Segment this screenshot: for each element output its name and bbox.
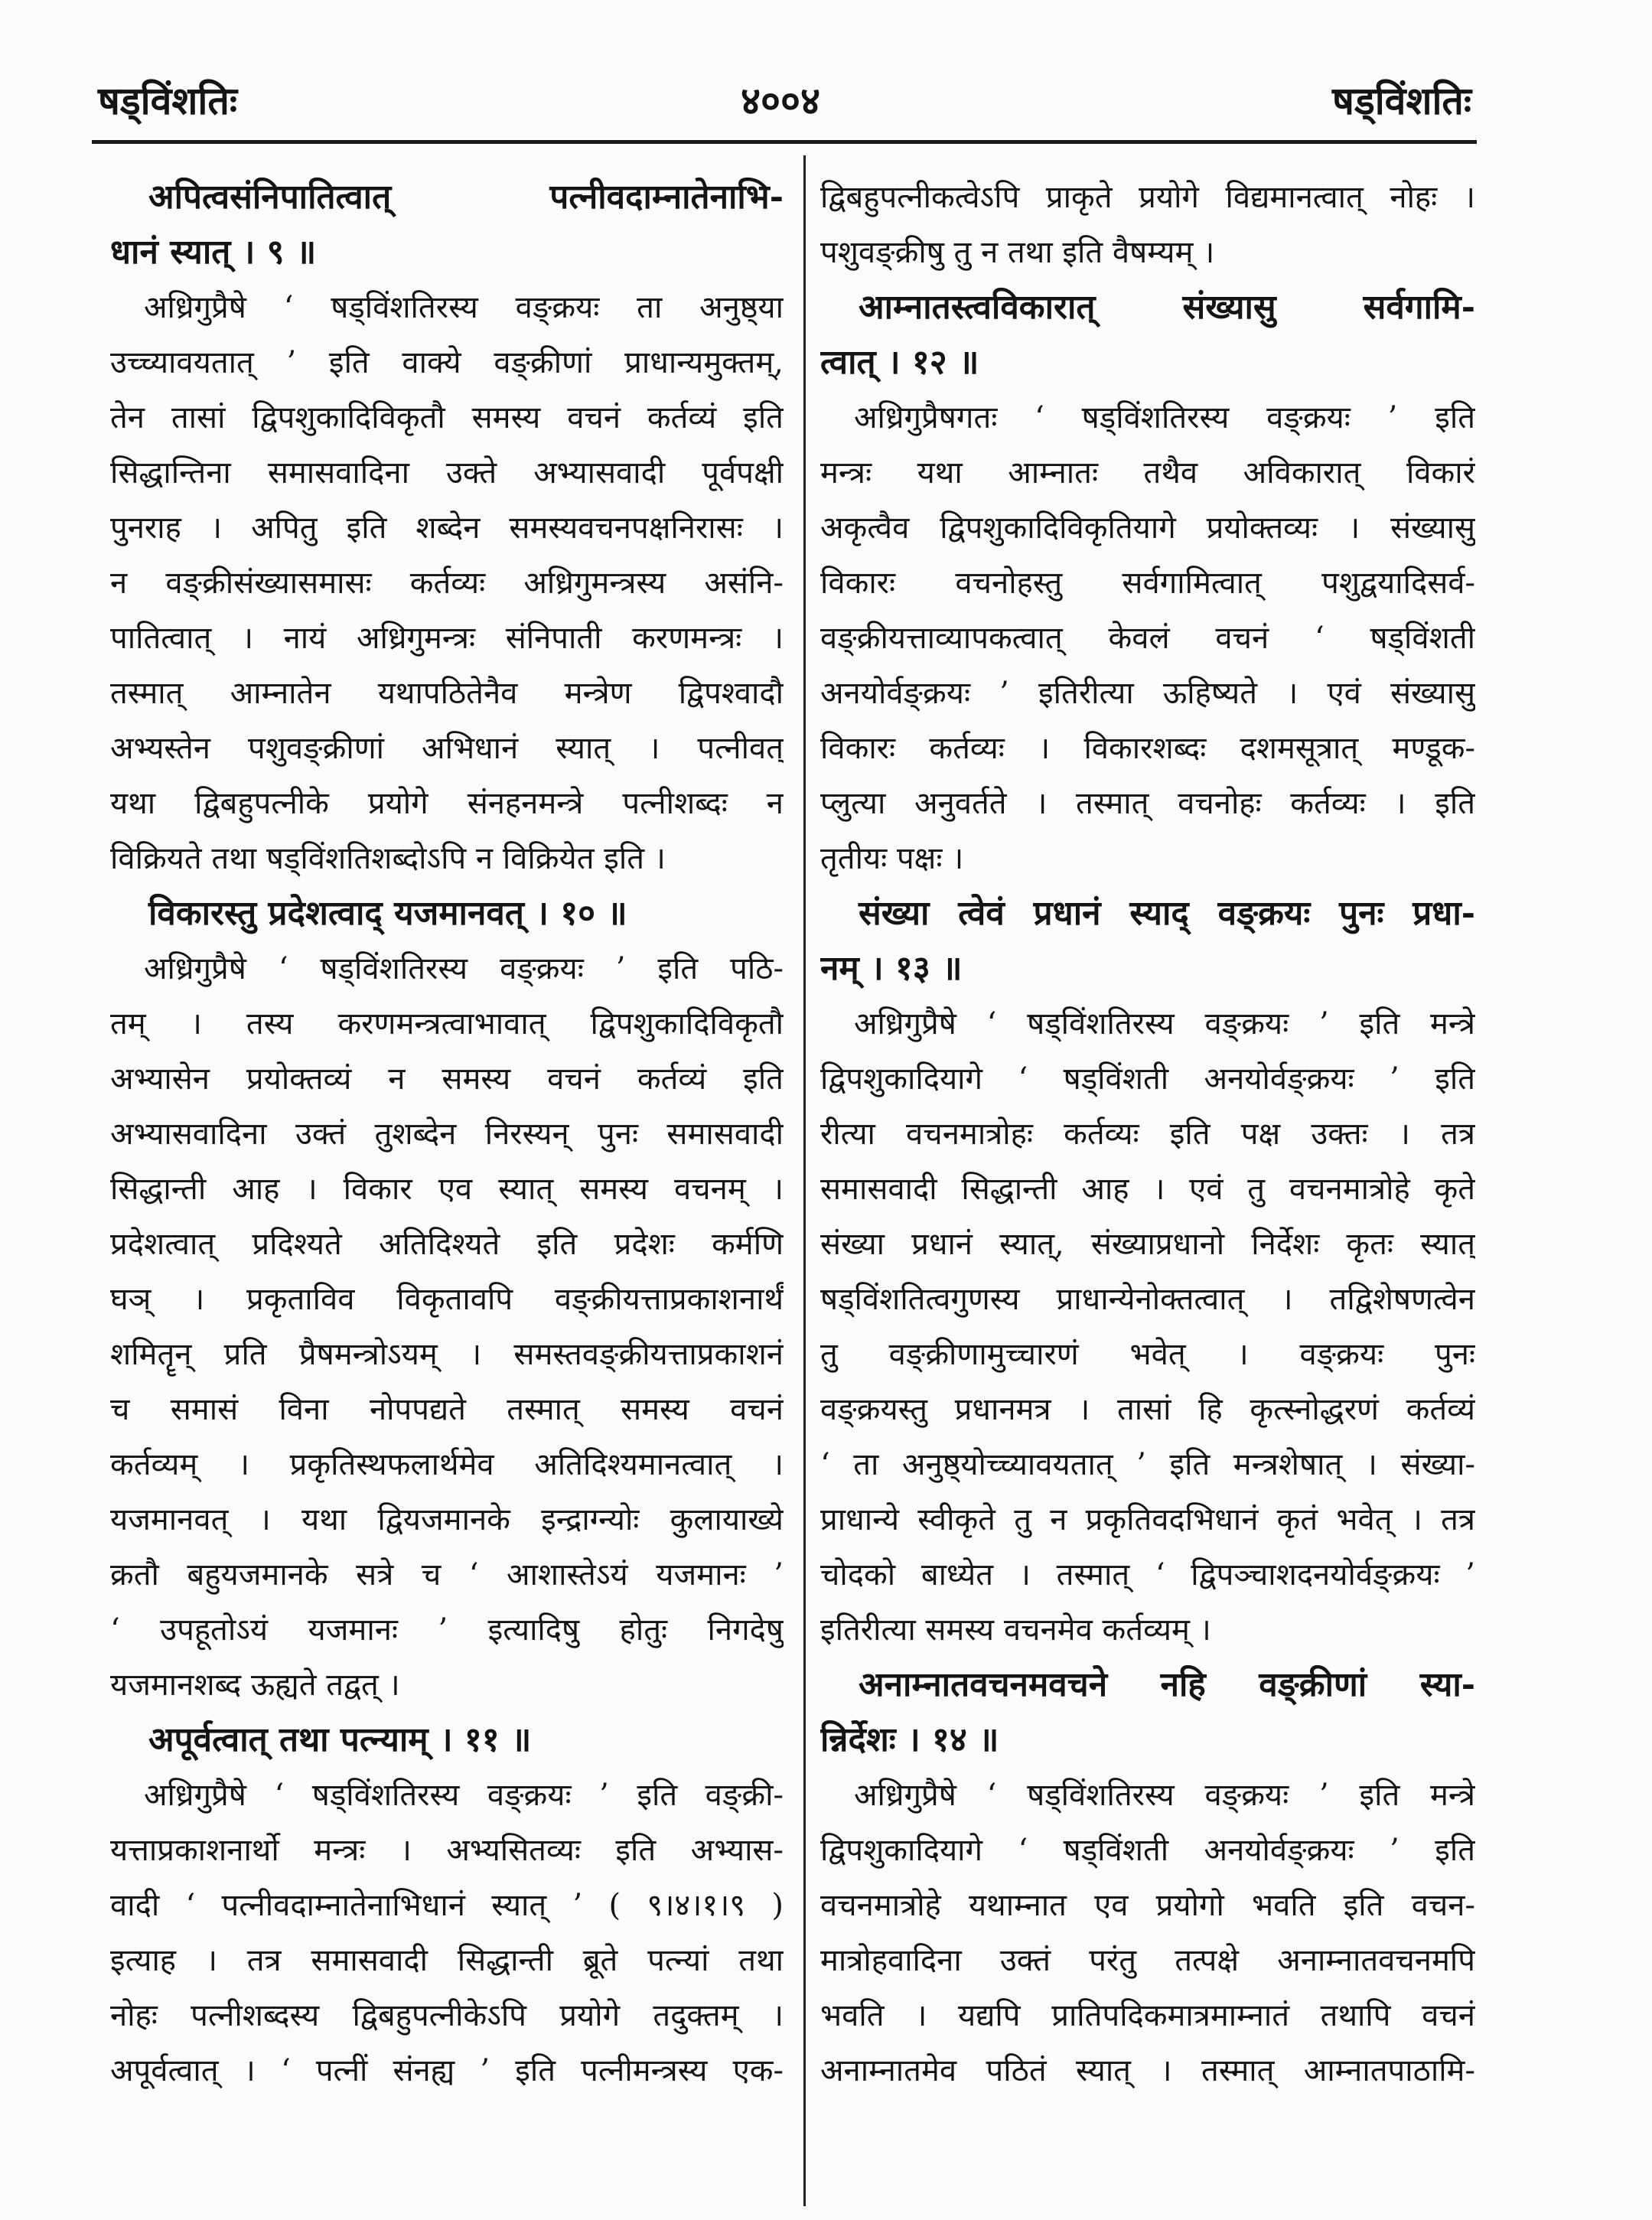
commentary-line: यजमानशब्द ऊह्यते तद्वत् । (110, 1667, 400, 1703)
commentary-line: अभ्यस्तेन पशुवङ्क्रीणां अभिधानं स्यात् । पत्नीवत् (110, 731, 784, 766)
sutra (820, 886, 1475, 996)
commentary-line: पशुवङ्क्रीषु तु न तथा इति वैषम्यम् । (820, 235, 1215, 270)
commentary-line: तम् । तस्य करणमन्त्रत्वाभावात् द्विपशुकादिविकृतौ (110, 1006, 784, 1042)
commentary-line: रीत्या वचनमात्रोहः कर्तव्यः इति पक्ष उक्तः । तत्र (820, 1117, 1475, 1152)
commentary (820, 1768, 1475, 2098)
commentary-line: द्विपशुकादियागे ‘ षड्विंशती अनयोर्वङ्क्रयः ’ इति (820, 1833, 1475, 1868)
running-head-right: षड्विंशतिः (1332, 78, 1471, 123)
commentary-line: यजमानवत् । यथा द्वियजमानके इन्द्राग्न्योः कुलायाख्ये (110, 1502, 784, 1537)
commentary-line: च समासं विना नोपपद्यते तस्मात् समस्य वचनं (110, 1392, 784, 1427)
sutra-line: नम् । १३ ॥ (820, 949, 963, 988)
commentary-line: इत्याह । तत्र समासवादी सिद्धान्ती ब्रूते पत्न्यां तथा (110, 1943, 784, 1978)
commentary (110, 1768, 784, 2098)
commentary-line: इतिरीत्या समस्य वचनमेव कर्तव्यम् । (820, 1612, 1211, 1648)
commentary-line: क्रतौ बहुयजमानके सत्रे च ‘ आशास्तेऽयं यजमानः ’ (110, 1557, 784, 1592)
sutra (820, 280, 1475, 390)
commentary-line: वचनमात्रोहे यथाम्नात एव प्रयोगो भवति इति वचन- (820, 1888, 1475, 1923)
commentary-line: अध्रिगुप्रैषे ‘ षड्विंशतिरस्य वङ्क्रयः ’ इति मन्त्रे (854, 1006, 1475, 1042)
commentary-line: अध्रिगुप्रैषगतः ‘ षड्विंशतिरस्य वङ्क्रयः ’ इति (854, 400, 1475, 435)
page-number: ४००४ (741, 78, 820, 123)
commentary-line: प्राधान्ये स्वीकृते तु न प्रकृतिवदभिधानं कृतं भवेत् । तत्र (820, 1502, 1475, 1537)
commentary-line: पातित्वात् । नायं अध्रिगुमन्त्रः संनिपाती करणमन्त्रः । (110, 621, 784, 656)
sutra-line: अपित्वसंनिपातित्वात् पत्नीवदाम्नातेनाभि- (148, 178, 784, 217)
commentary-line: विकारः वचनोहस्तु सर्वगामित्वात् पशुद्वयादिसर्व- (820, 566, 1475, 601)
commentary-line: वङ्क्रीयत्ताव्यापकत्वात् केवलं वचनं ‘ षड्विंशती (820, 621, 1475, 656)
sutra (110, 170, 784, 280)
commentary-line: विक्रियते तथा षड्विंशतिशब्दोऽपि न विक्रियेत इति । (110, 841, 666, 876)
commentary-line: नोहः पत्नीशब्दस्य द्विबहुपत्नीकेऽपि प्रयोगे तदुक्तम् । (110, 1998, 784, 2033)
commentary-line: अभ्यासवादिना उक्तं तुशब्देन निरस्यन् पुनः समासवादी (110, 1117, 784, 1152)
sutra-line: त्वात् । १२ ॥ (820, 343, 979, 382)
commentary-line: अनाम्नातमेव पठितं स्यात् । तस्मात् आम्नातपाठामि- (820, 2053, 1475, 2088)
commentary (110, 941, 784, 1713)
commentary (110, 280, 784, 886)
commentary-line: अध्रिगुप्रैषे ‘ षड्विंशतिरस्य वङ्क्रयः ’ इति मन्त्रे (854, 1778, 1475, 1813)
commentary-line: यथा द्विबहुपत्नीके प्रयोगे संनहनमन्त्रे पत्नीशब्दः न (110, 786, 784, 821)
commentary-line: तु वङ्क्रीणामुच्चारणं भवेत् । वङ्क्रयः पुनः (820, 1337, 1475, 1372)
commentary-line: ‘ ता अनुष्ठ्योच्च्यावयतात् ’ इति मन्त्रशेषात् । संख्या- (820, 1447, 1475, 1482)
commentary-line: शमितॄन् प्रति प्रैषमन्त्रोऽयम् । समस्तवङ्क्रीयत्ताप्रकाशनं (110, 1337, 784, 1372)
commentary-line: अध्रिगुप्रैषे ‘ षड्विंशतिरस्य वङ्क्रयः ’ इति वङ्क्री- (144, 1778, 784, 1813)
sutra-line: न्निर्देशः । १४ ॥ (820, 1720, 999, 1759)
commentary-line: मन्त्रः यथा आम्नातः तथैव अविकारात् विकारं (820, 455, 1475, 491)
commentary-line: तेन तासां द्विपशुकादिविकृतौ समस्य वचनं कर्तव्यं इति (110, 400, 784, 435)
sutra-line: धानं स्यात् । ९ ॥ (110, 233, 317, 272)
commentary-line: उच्च्यावयतात् ’ इति वाक्ये वङ्क्रीणां प्राधान्यमुक्तम्, (110, 345, 784, 380)
sutra-line: अनाम्नातवचनमवचने नहि वङ्क्रीणां स्या- (859, 1665, 1475, 1704)
commentary-line: चोदको बाध्येत । तस्मात् ‘ द्विपञ्चाशदनयोर्वङ्क्रयः ’ (820, 1557, 1475, 1592)
commentary-line: सिद्धान्ती आह । विकार एव स्यात् समस्य वचनम् । (110, 1172, 784, 1207)
sutra (110, 1713, 784, 1768)
commentary-line: वादी ‘ पत्नीवदाम्नातेनाभिधानं स्यात् ’ ( ९।४।१।९ ) (110, 1888, 784, 1923)
commentary-line: मात्रोहवादिना उक्तं परंतु तत्पक्षे अनाम्नातवचनमपि (820, 1943, 1475, 1978)
commentary-line: तस्मात् आम्नातेन यथापठितेनैव मन्त्रेण द्विपश्वादौ (110, 676, 784, 711)
right-column (820, 170, 1475, 2098)
commentary-line: प्रदेशत्वात् प्रदिश्यते अतिदिश्यते इति प्रदेशः कर्मणि (110, 1227, 784, 1262)
commentary-line: तृतीयः पक्षः । (820, 841, 964, 876)
commentary-line: अनयोर्वङ्क्रयः ’ इतिरीत्या ऊहिष्यते । एवं संख्यासु (820, 676, 1475, 711)
commentary-line: अभ्यासेन प्रयोक्तव्यं न समस्य वचनं कर्तव्यं इति (110, 1061, 784, 1097)
column-divider (803, 155, 806, 2206)
running-head-left: षड्विंशतिः (98, 78, 237, 123)
commentary-line: षड्विंशतित्वगुणस्य प्राधान्येनोक्तत्वात् । तद्विशेषणत्वेन (820, 1282, 1475, 1317)
commentary-line: अध्रिगुप्रैषे ‘ षड्विंशतिरस्य वङ्क्रयः ता अनुष्ठ्या (144, 290, 784, 325)
commentary-line: भवति । यद्यपि प्रातिपदिकमात्रमाम्नातं तथापि वचनं (820, 1998, 1475, 2033)
sutra-line: अपूर्वत्वात् तथा पत्न्याम् । ११ ॥ (148, 1720, 532, 1759)
commentary (820, 390, 1475, 886)
commentary (820, 996, 1475, 1658)
sutra-line: आम्नातस्त्वविकारात् संख्यासु सर्वगामि- (859, 288, 1475, 327)
commentary-line: पुनराह । अपितु इति शब्देन समस्यवचनपक्षनिरासः । (110, 510, 784, 546)
commentary-line: द्विपशुकादियागे ‘ षड्विंशती अनयोर्वङ्क्रयः ’ इति (820, 1061, 1475, 1097)
commentary-line: विकारः कर्तव्यः । विकारशब्दः दशमसूत्रात् मण्डूक- (820, 731, 1475, 766)
header-rule (92, 140, 1477, 144)
commentary-line: सिद्धान्तिना समासवादिना उक्ते अभ्यासवादी पूर्वपक्षी (110, 455, 784, 491)
left-column (110, 170, 784, 2098)
commentary-line: न वङ्क्रीसंख्यासमासः कर्तव्यः अध्रिगुमन्त्रस्य असंनि- (110, 566, 784, 601)
sutra (820, 1658, 1475, 1768)
sutra-line: संख्या त्वेवं प्रधानं स्याद् वङ्क्रयः पुनः प्रधा- (859, 894, 1475, 933)
sutra-line: विकारस्तु प्रदेशत्वाद् यजमानवत् । १० ॥ (148, 894, 627, 933)
commentary-line: अपूर्वत्वात् । ‘ पत्नीं संनह्य ’ इति पत्नीमन्त्रस्य एक- (110, 2053, 784, 2088)
commentary-line: यत्ताप्रकाशनार्थो मन्त्रः । अभ्यसितव्यः इति अभ्यास- (110, 1833, 784, 1868)
commentary-line: द्विबहुपत्नीकत्वेऽपि प्राकृते प्रयोगे विद्यमानत्वात् नोहः । (820, 180, 1475, 215)
commentary-line: कर्तव्यम् । प्रकृतिस्थफलार्थमेव अतिदिश्यमानत्वात् । (110, 1447, 784, 1482)
commentary-line: प्लुत्या अनुवर्तते । तस्मात् वचनोहः कर्तव्यः । इति (820, 786, 1475, 821)
commentary (820, 170, 1475, 280)
commentary-line: वङ्क्रयस्तु प्रधानमत्र । तासां हि कृत्स्नोद्धरणं कर्तव्यं (820, 1392, 1475, 1427)
commentary-line: अकृत्वैव द्विपशुकादिविकृतियागे प्रयोक्तव्यः । संख्यासु (820, 510, 1475, 546)
commentary-line: घञ् । प्रकृताविव विकृतावपि वङ्क्रीयत्ताप्रकाशनार्थं (110, 1282, 784, 1317)
commentary-line: ‘ उपहूतोऽयं यजमानः ’ इत्यादिषु होतुः निगदेषु (110, 1612, 784, 1648)
commentary-line: समासवादी सिद्धान्ती आह । एवं तु वचनमात्रोहे कृते (820, 1172, 1475, 1207)
commentary-line: संख्या प्रधानं स्यात्, संख्याप्रधानो निर्देशः कृतः स्यात् (820, 1227, 1475, 1262)
commentary-line: अध्रिगुप्रैषे ‘ षड्विंशतिरस्य वङ्क्रयः ’ इति पठि- (144, 951, 784, 986)
sutra (110, 886, 784, 941)
